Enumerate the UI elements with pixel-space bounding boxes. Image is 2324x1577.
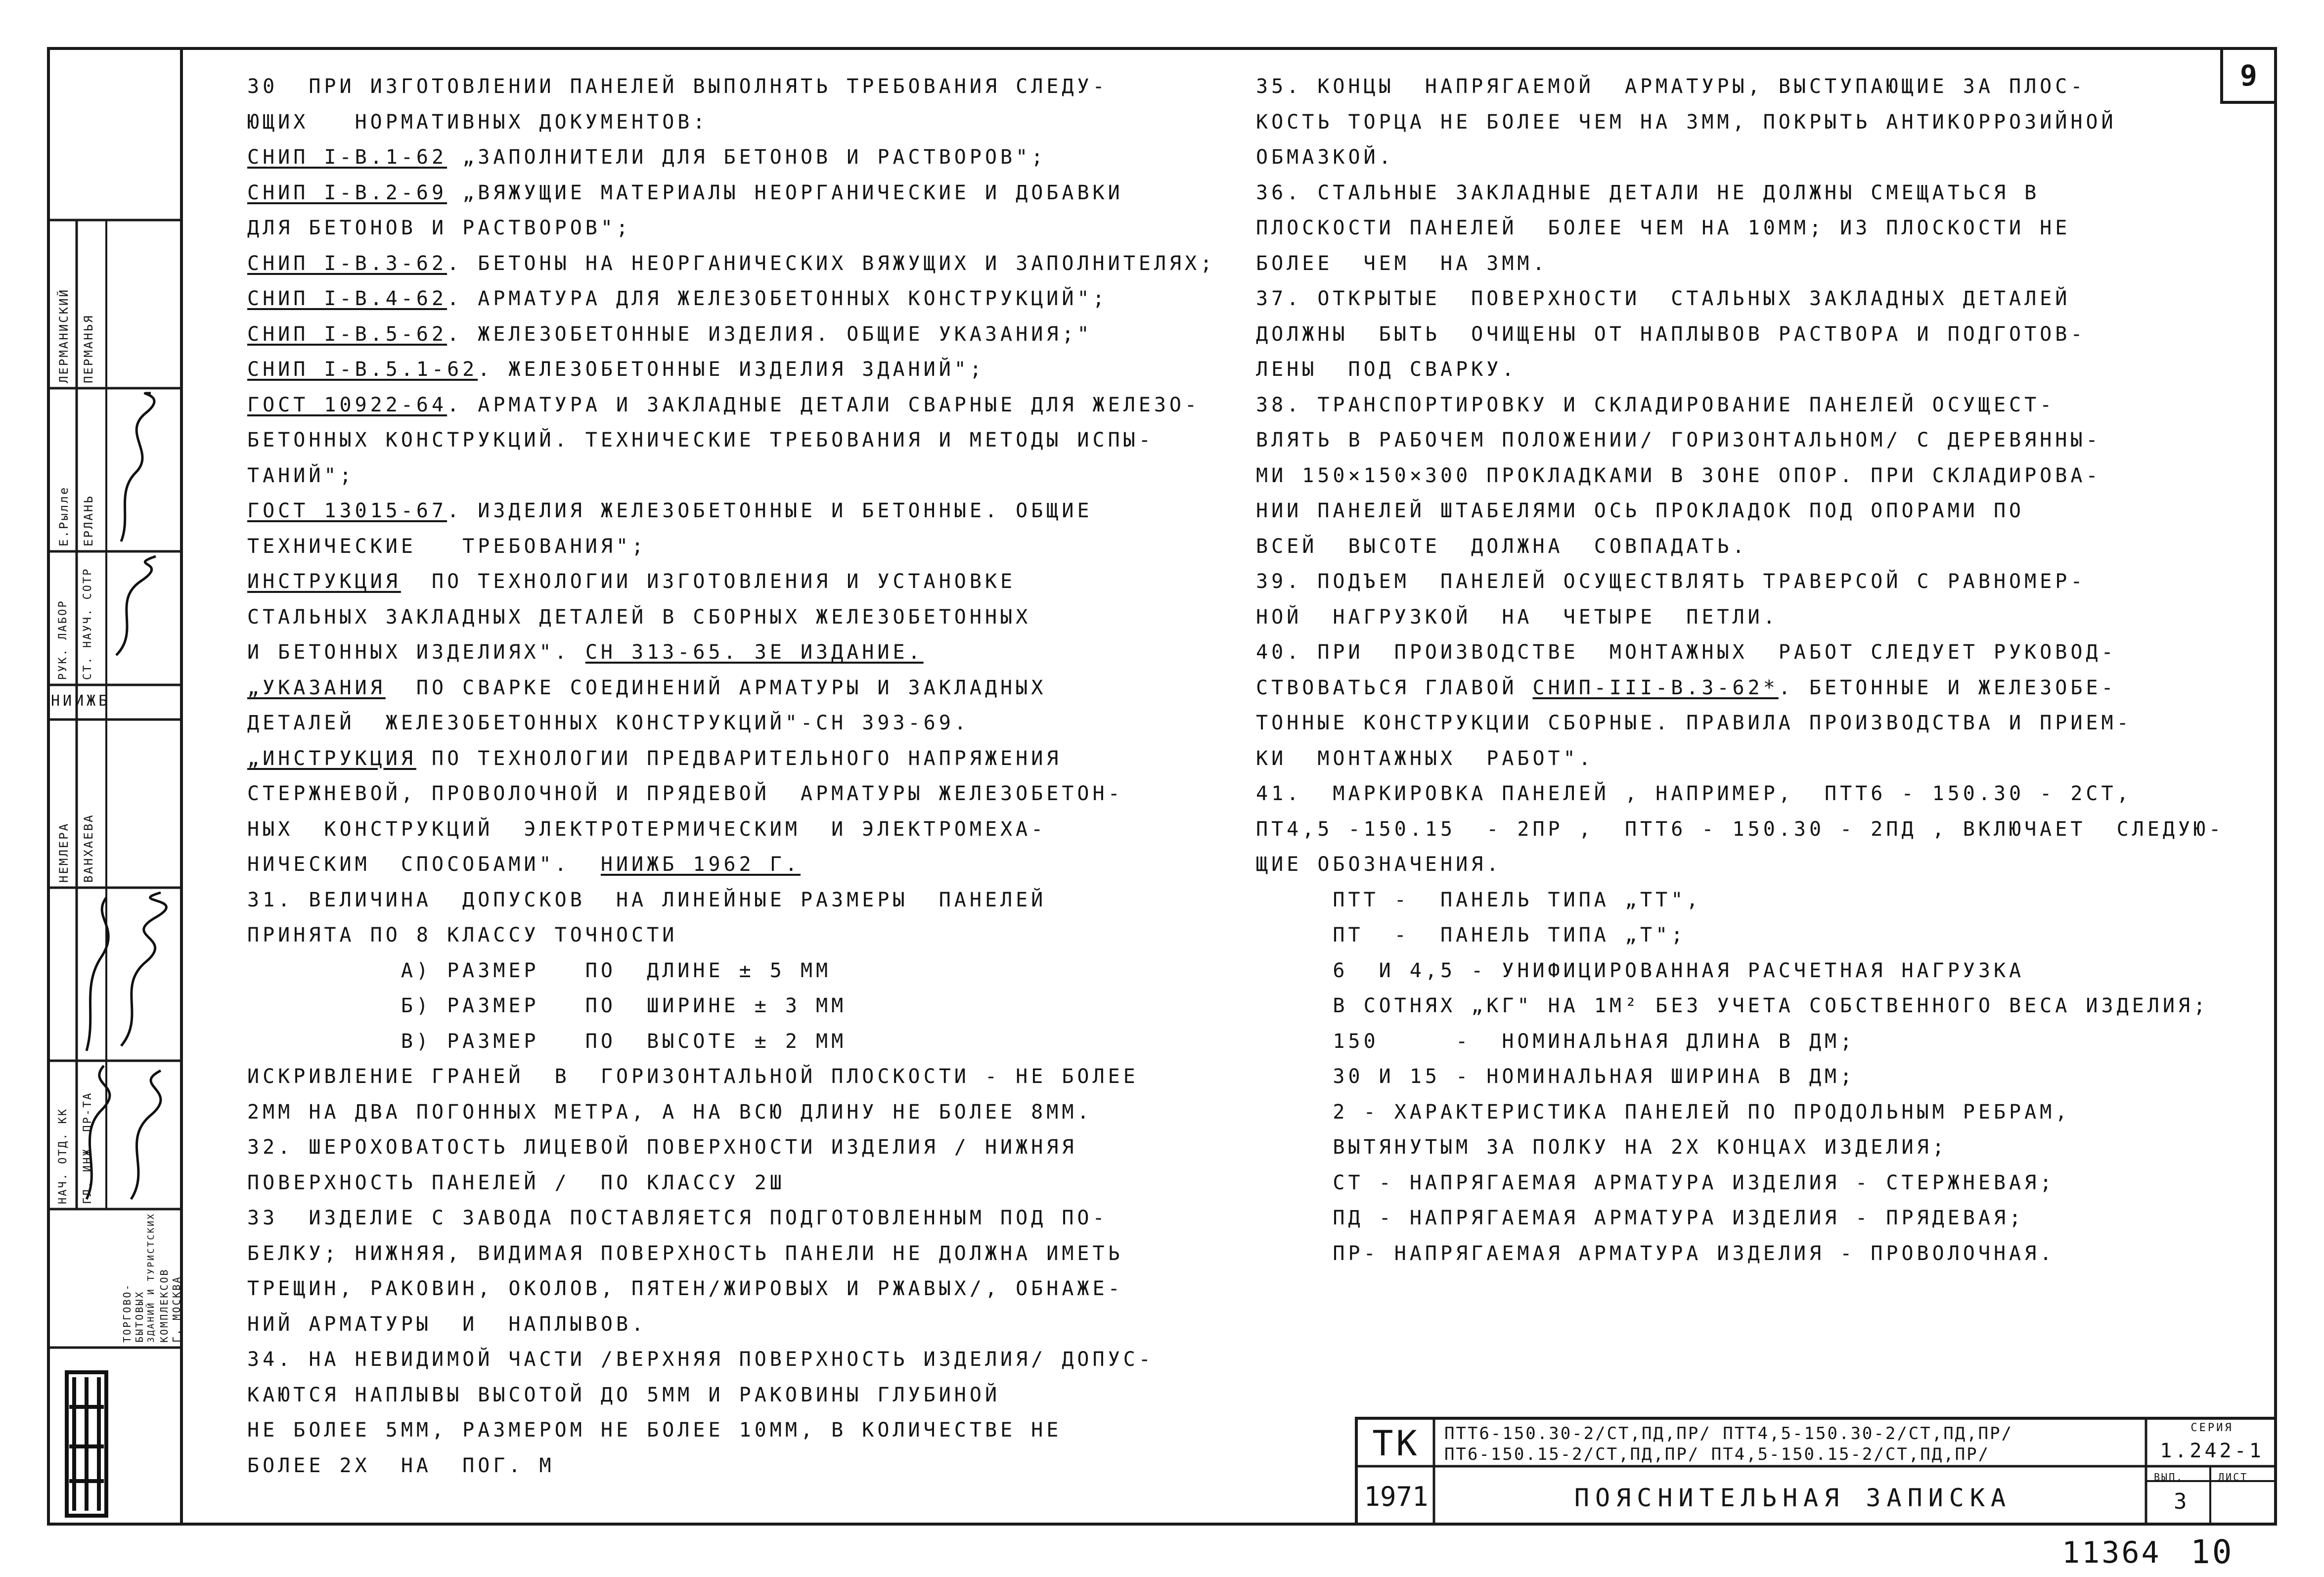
left-line: [247, 529, 1236, 565]
text-fragment: . АРМАТУРА И ЗАКЛАДНЫЕ ДЕТАЛИ СВАРНЫЕ ДЛЯ ЖЕЛЕЗО-: [447, 393, 1201, 416]
stamp-sub-6: ГЛ. ИНЖ. ПР-ТА: [82, 1091, 94, 1204]
text-fragment: БЕЛКУ; НИЖНЯЯ, ВИДИМАЯ ПОВЕРХНОСТЬ ПАНЕЛИ НЕ ДОЛЖНА ИМЕТЬ: [247, 1242, 1123, 1265]
text-fragment: БЕТОННЫХ КОНСТРУКЦИЙ. ТЕХНИЧЕСКИЕ ТРЕБОВАНИЯ И МЕТОДЫ ИСПЫ-: [247, 429, 1154, 451]
text-fragment: ТОННЫЕ КОНСТРУКЦИИ СБОРНЫЕ. ПРАВИЛА ПРОИЗВОДСТВА И ПРИЕМ-: [1256, 712, 2132, 734]
text-fragment: ПРИНЯТА ПО 8 КЛАССУ ТОЧНОСТИ: [247, 924, 678, 946]
text-fragment: . ИЗДЕЛИЯ ЖЕЛЕЗОБЕТОННЫЕ И БЕТОННЫЕ. ОБЩИЕ: [447, 499, 1093, 522]
text-fragment: ПТТ - ПАНЕЛЬ ТИПА „ТТ",: [1256, 888, 1702, 911]
left-line: [247, 706, 1236, 741]
seria-label: СЕРИЯ: [2190, 1422, 2234, 1434]
text-fragment: КОСТЬ ТОРЦА НЕ БОЛЕЕ ЧЕМ НА 3ММ, ПОКРЫТЬ АНТИКОРРОЗИЙНОЙ: [1256, 110, 2117, 134]
document-title: ПОЯСНИТЕЛЬНАЯ ЗАПИСКА: [1574, 1483, 2012, 1512]
doc-reference: СНИП-III-В.3-62*: [1532, 676, 1779, 699]
marks-line-2: ПТ6-150.15-2/СТ,ПД,ПР/ ПТ4,5-150.15-2/СТ,ПД,ПР/: [1444, 1444, 1990, 1464]
text-fragment: ПЛОСКОСТИ ПАНЕЛЕЙ БОЛЕЕ ЧЕМ НА 10ММ; ИЗ ПЛОСКОСТИ НЕ: [1256, 217, 2071, 239]
text-fragment: В) РАЗМЕР ПО ВЫСОТЕ ± 2 ММ: [247, 1030, 847, 1053]
stamp-label-1: ЛЕРМАНИСКИЙ: [57, 288, 71, 383]
right-line: [1256, 494, 2245, 529]
text-fragment: „ВЯЖУЩИЕ МАТЕРИАЛЫ НЕОРГАНИЧЕСКИЕ И ДОБАВКИ: [447, 181, 1123, 204]
list-label: ЛИСТ: [2218, 1471, 2248, 1483]
left-line: [247, 1378, 1236, 1413]
left-line: [247, 105, 1236, 140]
text-fragment: ПО ТЕХНОЛОГИИ ПРЕДВАРИТЕЛЬНОГО НАПРЯЖЕНИЯ: [416, 747, 1062, 770]
doc-reference: „ИНСТРУКЦИЯ: [247, 747, 416, 770]
left-line: [247, 1307, 1236, 1343]
stamp-sub-2: ЕРЛАНЬ: [82, 495, 95, 546]
left-line: [247, 989, 1236, 1024]
text-fragment: . БЕТОННЫЕ И ЖЕЛЕЗОБЕ-: [1778, 676, 2117, 699]
text-fragment: КИ МОНТАЖНЫХ РАБОТ".: [1256, 747, 1594, 770]
text-fragment: ТРЕЩИН, РАКОВИН, ОКОЛОВ, ПЯТЕН/ЖИРОВЫХ И РЖАВЫХ/, ОБНАЖЕ-: [247, 1277, 1123, 1300]
org-line-1: ТОРГОВО-: [121, 1283, 133, 1343]
logo-text: [67, 1484, 75, 1518]
left-line: [247, 635, 1236, 671]
text-fragment: СТЕРЖНЕВОЙ, ПРОВОЛОЧНОЙ И ПРЯДЕВОЙ АРМАТУРЫ ЖЕЛЕЗОБЕТОН-: [247, 782, 1123, 805]
text-fragment: ТЕХНИЧЕСКИЕ ТРЕБОВАНИЯ";: [247, 535, 647, 558]
right-line: [1256, 1236, 2245, 1272]
right-line: [1256, 918, 2245, 953]
text-fragment: И БЕТОННЫХ ИЗДЕЛИЯХ".: [247, 641, 585, 664]
text-fragment: БОЛЕЕ 2Х НА ПОГ. М: [247, 1454, 555, 1477]
text-fragment: СТ - НАПРЯГАЕМАЯ АРМАТУРА ИЗДЕЛИЯ - СТЕРЖНЕВАЯ;: [1256, 1171, 2056, 1194]
text-fragment: НЫХ КОНСТРУКЦИЙ ЭЛЕКТРОТЕРМИЧЕСКИМ И ЭЛЕКТРОМЕХА-: [247, 817, 1047, 841]
text-fragment: ПТ - ПАНЕЛЬ ТИПА „Т";: [1256, 924, 1687, 946]
right-line: [1256, 458, 2245, 494]
doc-reference: НИИЖБ 1962 Г.: [600, 853, 801, 876]
right-line: [1256, 388, 2245, 423]
right-line: [1256, 564, 2245, 600]
text-fragment: ОБМАЗКОЙ.: [1256, 146, 1394, 169]
text-fragment: НИЙ АРМАТУРЫ И НАПЛЫВОВ.: [247, 1312, 647, 1336]
doc-reference: СНИП I-В.1-62: [247, 146, 447, 169]
left-line: [247, 776, 1236, 812]
left-line: [247, 1130, 1236, 1166]
left-line: [247, 352, 1236, 388]
text-fragment: 30 И 15 - НОМИНАЛЬНАЯ ШИРИНА В ДМ;: [1256, 1065, 1856, 1088]
org-line-3: ЗДАНИЙ И ТУРИСТСКИХ: [146, 1213, 156, 1343]
right-line: [1256, 105, 2245, 140]
text-fragment: ПО СВАРКЕ СОЕДИНЕНИЙ АРМАТУРЫ И ЗАКЛАДНЫХ: [385, 676, 1047, 699]
text-fragment: 37. ОТКРЫТЫЕ ПОВЕРХНОСТИ СТАЛЬНЫХ ЗАКЛАДНЫХ ДЕТАЛЕЙ: [1256, 287, 2071, 310]
right-line: [1256, 1130, 2245, 1166]
text-fragment: НОЙ НАГРУЗКОЙ НА ЧЕТЫРЕ ПЕТЛИ.: [1256, 605, 1779, 629]
text-fragment: ПТ4,5 -150.15 - 2ПР , ПТТ6 - 150.30 - 2ПД , ВКЛЮЧАЕТ СЛЕДУЮ-: [1256, 817, 2225, 841]
right-line: [1256, 953, 2245, 989]
left-line: [247, 1271, 1236, 1307]
right-line: [1256, 812, 2245, 848]
right-line: [1256, 69, 2245, 105]
sheet-number: 9: [2220, 47, 2277, 104]
text-fragment: ЛЕНЫ ПОД СВАРКУ.: [1256, 358, 1518, 381]
text-fragment: 6 И 4,5 - УНИФИЦИРОВАННАЯ РАСЧЕТНАЯ НАГРУЗКА: [1256, 959, 2025, 982]
text-fragment: НИИ ПАНЕЛЕЙ ШТАБЕЛЯМИ ОСЬ ПРОКЛАДОК ПОД ОПОРАМИ ПО: [1256, 499, 2025, 522]
text-fragment: ВЫТЯНУТЫМ ЗА ПОЛКУ НА 2Х КОНЦАХ ИЗДЕЛИЯ;: [1256, 1136, 1948, 1159]
title-block: [1355, 1417, 2277, 1526]
left-line: [247, 494, 1236, 529]
archive-number: 11364: [2062, 1535, 2161, 1570]
left-line: [247, 317, 1236, 353]
doc-reference: СНИП I-В.2-69: [247, 181, 447, 204]
left-line: [247, 458, 1236, 494]
left-line: [247, 564, 1236, 600]
left-line: [247, 211, 1236, 246]
left-line: [247, 1059, 1236, 1095]
right-line: [1256, 1201, 2245, 1236]
text-fragment: 35. КОНЦЫ НАПРЯГАЕМОЙ АРМАТУРЫ, ВЫСТУПАЮЩИЕ ЗА ПЛОС-: [1256, 75, 2086, 98]
right-line: [1256, 352, 2245, 388]
text-fragment: БОЛЕЕ ЧЕМ НА 3ММ.: [1256, 252, 1548, 275]
text-fragment: 150 - НОМИНАЛЬНАЯ ДЛИНА В ДМ;: [1256, 1030, 1856, 1053]
left-stamp-strip: [47, 47, 183, 1526]
text-fragment: 39. ПОДЪЕМ ПАНЕЛЕЙ ОСУЩЕСТВЛЯТЬ ТРАВЕРСОЙ С РАВНОМЕР-: [1256, 570, 2086, 593]
text-fragment: 33 ИЗДЕЛИЕ С ЗАВОДА ПОСТАВЛЯЕТСЯ ПОДГОТОВЛЕННЫМ ПОД ПО-: [247, 1207, 1108, 1229]
left-line: [247, 741, 1236, 777]
text-fragment: 30 ПРИ ИЗГОТОВЛЕНИИ ПАНЕЛЕЙ ВЫПОЛНЯТЬ ТРЕБОВАНИЯ СЛЕДУ-: [247, 75, 1108, 98]
right-line: [1256, 423, 2245, 458]
text-fragment: 2 - ХАРАКТЕРИСТИКА ПАНЕЛЕЙ ПО ПРОДОЛЬНЫМ РЕБРАМ,: [1256, 1100, 2071, 1124]
left-line: [247, 423, 1236, 458]
right-line: [1256, 600, 2245, 635]
stamp-sub-5: ВАНХАЕВА: [82, 813, 95, 883]
left-line: [247, 246, 1236, 282]
right-text-column: [1256, 69, 2245, 1271]
text-fragment: В СОТНЯХ „КГ" НА 1М² БЕЗ УЧЕТА СОБСТВЕННОГО ВЕСА ИЗДЕЛИЯ;: [1256, 994, 2209, 1017]
doc-reference: СНИП I-В.5-62: [247, 322, 447, 346]
text-fragment: КАЮТСЯ НАПЛЫВЫ ВЫСОТОЙ ДО 5ММ И РАКОВИНЫ ГЛУБИНОЙ: [247, 1383, 1001, 1406]
stamp-sub-3: СТ. НАУЧ. СОТР: [82, 567, 94, 680]
stamp-label-5: НЕМЛЕРА: [57, 822, 71, 883]
org-line-4: КОМПЛЕКСОВ: [158, 1268, 170, 1343]
left-line: [247, 176, 1236, 211]
right-line: [1256, 317, 2245, 353]
doc-reference: ГОСТ 10922-64: [247, 393, 447, 416]
right-line: [1256, 176, 2245, 211]
text-fragment: НЕ БОЛЕЕ 5ММ, РАЗМЕРОМ НЕ БОЛЕЕ 10ММ, В КОЛИЧЕСТВЕ НЕ: [247, 1419, 1062, 1442]
right-line: [1256, 211, 2245, 246]
right-line: [1256, 706, 2245, 741]
text-fragment: . БЕТОНЫ НА НЕОРГАНИЧЕСКИХ ВЯЖУЩИХ И ЗАПОЛНИТЕЛЯХ;: [447, 252, 1216, 275]
left-line: [247, 918, 1236, 953]
text-fragment: МИ 150×150×300 ПРОКЛАДКАМИ В ЗОНЕ ОПОР. ПРИ СКЛАДИРОВА-: [1256, 464, 2101, 487]
org-line-2: БЫТОВЫХ: [134, 1290, 145, 1343]
stamp-label-6: НАЧ. ОТД. КК: [57, 1108, 69, 1204]
text-fragment: ТАНИЙ";: [247, 464, 355, 487]
text-fragment: СТАЛЬНЫХ ЗАКЛАДНЫХ ДЕТАЛЕЙ В СБОРНЫХ ЖЕЛЕЗОБЕТОННЫХ: [247, 605, 1031, 629]
text-fragment: 40. ПРИ ПРОИЗВОДСТВЕ МОНТАЖНЫХ РАБОТ СЛЕДУЕТ РУКОВОД-: [1256, 641, 2117, 664]
text-fragment: . ЖЕЛЕЗОБЕТОННЫЕ ИЗДЕЛИЯ. ОБЩИЕ УКАЗАНИЯ;": [447, 322, 1093, 346]
right-line: [1256, 671, 2245, 706]
right-line: [1256, 281, 2245, 317]
left-line: [247, 69, 1236, 105]
text-fragment: 36. СТАЛЬНЫЕ ЗАКЛАДНЫЕ ДЕТАЛИ НЕ ДОЛЖНЫ СМЕЩАТЬСЯ В: [1256, 181, 2040, 204]
left-line: [247, 600, 1236, 635]
text-fragment: 31. ВЕЛИЧИНА ДОПУСКОВ НА ЛИНЕЙНЫЕ РАЗМЕРЫ ПАНЕЛЕЙ: [247, 888, 1047, 911]
left-line: [247, 140, 1236, 176]
left-line: [247, 1095, 1236, 1130]
year-label: 1971: [1364, 1481, 1429, 1512]
text-fragment: ПД - НАПРЯГАЕМАЯ АРМАТУРА ИЗДЕЛИЯ - ПРЯДЕВАЯ;: [1256, 1207, 2025, 1229]
left-line: [247, 388, 1236, 423]
doc-reference: СНИП I-В.5.1-62: [247, 358, 478, 381]
left-line: [247, 847, 1236, 883]
tk-label: ТК: [1372, 1423, 1420, 1464]
marks-line-1: ПТТ6-150.30-2/СТ,ПД,ПР/ ПТТ4,5-150.30-2/СТ,ПД,ПР/: [1444, 1424, 2013, 1443]
text-fragment: Б) РАЗМЕР ПО ШИРИНЕ ± 3 ММ: [247, 994, 847, 1017]
doc-reference: ИНСТРУКЦИЯ: [247, 570, 401, 593]
left-line: [247, 953, 1236, 989]
text-fragment: ДЛЯ БЕТОНОВ И РАСТВОРОВ";: [247, 217, 632, 239]
text-fragment: А) РАЗМЕР ПО ДЛИНЕ ± 5 ММ: [247, 959, 832, 982]
text-fragment: ПО ТЕХНОЛОГИИ ИЗГОТОВЛЕНИЯ И УСТАНОВКЕ: [401, 570, 1016, 593]
text-fragment: ЩИЕ ОБОЗНАЧЕНИЯ.: [1256, 853, 1502, 876]
text-fragment: ПР- НАПРЯГАЕМАЯ АРМАТУРА ИЗДЕЛИЯ - ПРОВОЛОЧНАЯ.: [1256, 1242, 2056, 1265]
doc-reference: СНИП I-В.3-62: [247, 252, 447, 275]
left-line: [247, 1166, 1236, 1201]
right-line: [1256, 635, 2245, 671]
doc-reference: „УКАЗАНИЯ: [247, 676, 386, 699]
vyp-label: ВЫП.: [2154, 1471, 2184, 1483]
text-fragment: . АРМАТУРА ДЛЯ ЖЕЛЕЗОБЕТОННЫХ КОНСТРУКЦИЙ";: [447, 287, 1108, 310]
text-fragment: ЮЩИХ НОРМАТИВНЫХ ДОКУМЕНТОВ:: [247, 110, 709, 134]
text-fragment: СТВОВАТЬСЯ ГЛАВОЙ: [1256, 676, 1533, 699]
signature-scribble: [121, 393, 154, 541]
right-line: [1256, 989, 2245, 1024]
text-fragment: 34. НА НЕВИДИМОЙ ЧАСТИ /ВЕРХНЯЯ ПОВЕРХНОСТЬ ИЗДЕЛИЯ/ ДОПУС-: [247, 1348, 1154, 1371]
text-fragment: ПОВЕРХНОСТЬ ПАНЕЛЕЙ / ПО КЛАССУ 2Ш: [247, 1171, 785, 1194]
right-line: [1256, 246, 2245, 282]
seria-value: 1.242-1: [2160, 1440, 2264, 1462]
left-line: [247, 1236, 1236, 1272]
stamp-label-4: НИИЖБ: [51, 692, 111, 710]
right-line: [1256, 883, 2245, 918]
right-line: [1256, 1095, 2245, 1130]
stamp-label-3: РУК. ЛАБОР: [57, 599, 69, 680]
stamp-label-2: Е.Рылле: [57, 486, 71, 546]
text-fragment: 38. ТРАНСПОРТИРОВКУ И СКЛАДИРОВАНИЕ ПАНЕЛЕЙ ОСУЩЕСТ-: [1256, 393, 2056, 416]
doc-reference: СН 313-65. 3Е ИЗДАНИЕ.: [585, 641, 924, 664]
text-fragment: 41. МАРКИРОВКА ПАНЕЛЕЙ , НАПРИМЕР, ПТТ6 - 150.30 - 2СТ,: [1256, 782, 2132, 805]
text-fragment: 2ММ НА ДВА ПОГОННЫХ МЕТРА, А НА ВСЮ ДЛИНУ НЕ БОЛЕЕ 8ММ.: [247, 1100, 1093, 1124]
org-line-5: Г. МОСКВА: [171, 1275, 182, 1343]
left-line: [247, 1448, 1236, 1484]
left-line: [247, 281, 1236, 317]
left-line: [247, 1342, 1236, 1378]
right-line: [1256, 140, 2245, 176]
right-line: [1256, 1059, 2245, 1095]
left-text-column: [247, 69, 1236, 1484]
left-line: [247, 671, 1236, 706]
right-line: [1256, 847, 2245, 883]
left-line: [247, 1201, 1236, 1236]
page-number: 10: [2190, 1533, 2234, 1571]
doc-reference: СНИП I-В.4-62: [247, 287, 447, 310]
text-fragment: ВЛЯТЬ В РАБОЧЕМ ПОЛОЖЕНИИ/ ГОРИЗОНТАЛЬНОМ/ С ДЕРЕВЯННЫ-: [1256, 429, 2101, 451]
text-fragment: НИЧЕСКИМ СПОСОБАМИ".: [247, 853, 601, 876]
stamp-sub-1: ПЕРМАНЬЯ: [82, 314, 95, 383]
left-line: [247, 883, 1236, 918]
right-line: [1256, 776, 2245, 812]
right-line: [1256, 1024, 2245, 1060]
text-fragment: ВСЕЙ ВЫСОТЕ ДОЛЖНА СОВПАДАТЬ.: [1256, 535, 1748, 558]
text-fragment: ИСКРИВЛЕНИЕ ГРАНЕЙ В ГОРИЗОНТАЛЬНОЙ ПЛОСКОСТИ - НЕ БОЛЕЕ: [247, 1065, 1139, 1088]
left-line: [247, 1024, 1236, 1060]
text-fragment: ДЕТАЛЕЙ ЖЕЛЕЗОБЕТОННЫХ КОНСТРУКЦИЙ"-СН 393-69.: [247, 712, 970, 734]
right-line: [1256, 741, 2245, 777]
doc-reference: ГОСТ 13015-67: [247, 499, 447, 522]
text-fragment: ДОЛЖНЫ БЫТЬ ОЧИЩЕНЫ ОТ НАПЛЫВОВ РАСТВОРА И ПОДГОТОВ-: [1256, 322, 2086, 346]
text-fragment: 32. ШЕРОХОВАТОСТЬ ЛИЦЕВОЙ ПОВЕРХНОСТИ ИЗДЕЛИЯ / НИЖНЯЯ: [247, 1136, 1077, 1159]
left-line: [247, 1413, 1236, 1448]
text-fragment: . ЖЕЛЕЗОБЕТОННЫЕ ИЗДЕЛИЯ ЗДАНИЙ";: [478, 358, 985, 381]
left-line: [247, 812, 1236, 848]
right-line: [1256, 529, 2245, 565]
right-line: [1256, 1166, 2245, 1201]
vyp-value: 3: [2174, 1489, 2187, 1514]
text-fragment: „ЗАПОЛНИТЕЛИ ДЛЯ БЕТОНОВ И РАСТВОРОВ";: [447, 146, 1047, 169]
